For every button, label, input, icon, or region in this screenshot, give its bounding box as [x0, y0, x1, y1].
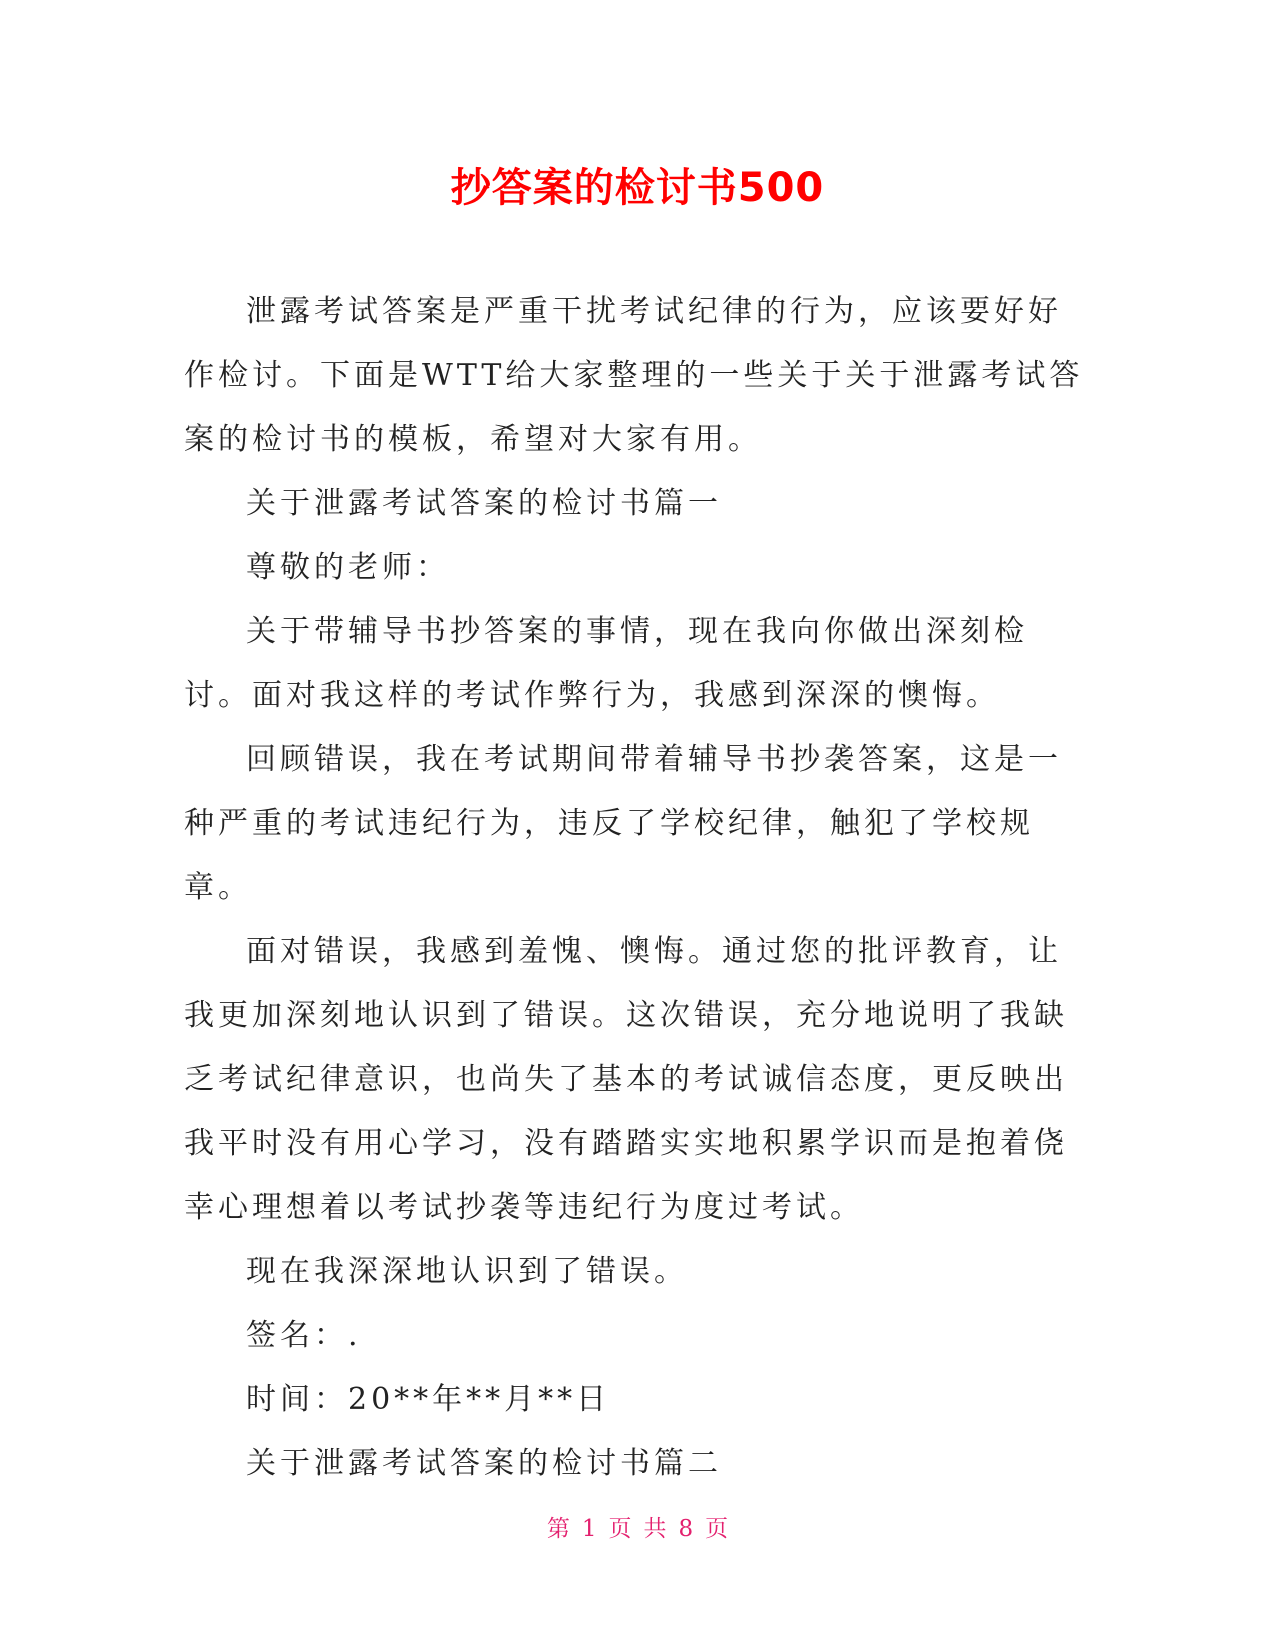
paragraph-body-2: 回顾错误，我在考试期间带着辅导书抄袭答案，这是一种严重的考试违纪行为，违反了学校纪律，触犯了学校规章。	[184, 742, 1062, 905]
footer-page-label: 第	[546, 1516, 570, 1542]
document-body	[184, 280, 1084, 1496]
paragraph-intro: 泄露考试答案是严重干扰考试纪律的行为，应该要好好作检讨。下面是WTT给大家整理的一些关于关于泄露考试答案的检讨书的模板，希望对大家有用。	[184, 294, 1084, 457]
paragraph-signature: 签名：.	[246, 1318, 362, 1353]
paragraph-body-3: 面对错误，我感到羞愧、懊悔。通过您的批评教育，让我更加深刻地认识到了错误。这次错误，充分地说明了我缺乏考试纪律意识，也尚失了基本的考试诚信态度，更反映出我平时没有用心学习，没有踏踏实实地积累学识而是抱着侥幸心理想着以考试抄袭等违纪行为度过考试。	[184, 934, 1068, 1225]
paragraph-date: 时间：20**年**月**日	[246, 1382, 611, 1417]
footer-page-word: 页	[608, 1516, 632, 1542]
paragraph-salutation: 尊敬的老师：	[246, 550, 450, 585]
paragraph-heading-part-two: 关于泄露考试答案的检讨书篇二	[246, 1446, 722, 1481]
footer-total-pages: 8	[678, 1516, 694, 1542]
paragraph-body-1: 关于带辅导书抄答案的事情，现在我向你做出深刻检讨。面对我这样的考试作弊行为，我感到深深的懊悔。	[184, 614, 1028, 713]
footer-total-word: 页	[705, 1516, 729, 1542]
footer-total-label: 共	[643, 1516, 667, 1542]
paragraph-heading-part-one: 关于泄露考试答案的检讨书篇一	[246, 486, 722, 521]
page-footer	[0, 1514, 1275, 1544]
footer-page-number: 1	[581, 1516, 597, 1542]
paragraph-body-4: 现在我深深地认识到了错误。	[246, 1254, 688, 1289]
document-title: 抄答案的检讨书500	[450, 165, 825, 211]
